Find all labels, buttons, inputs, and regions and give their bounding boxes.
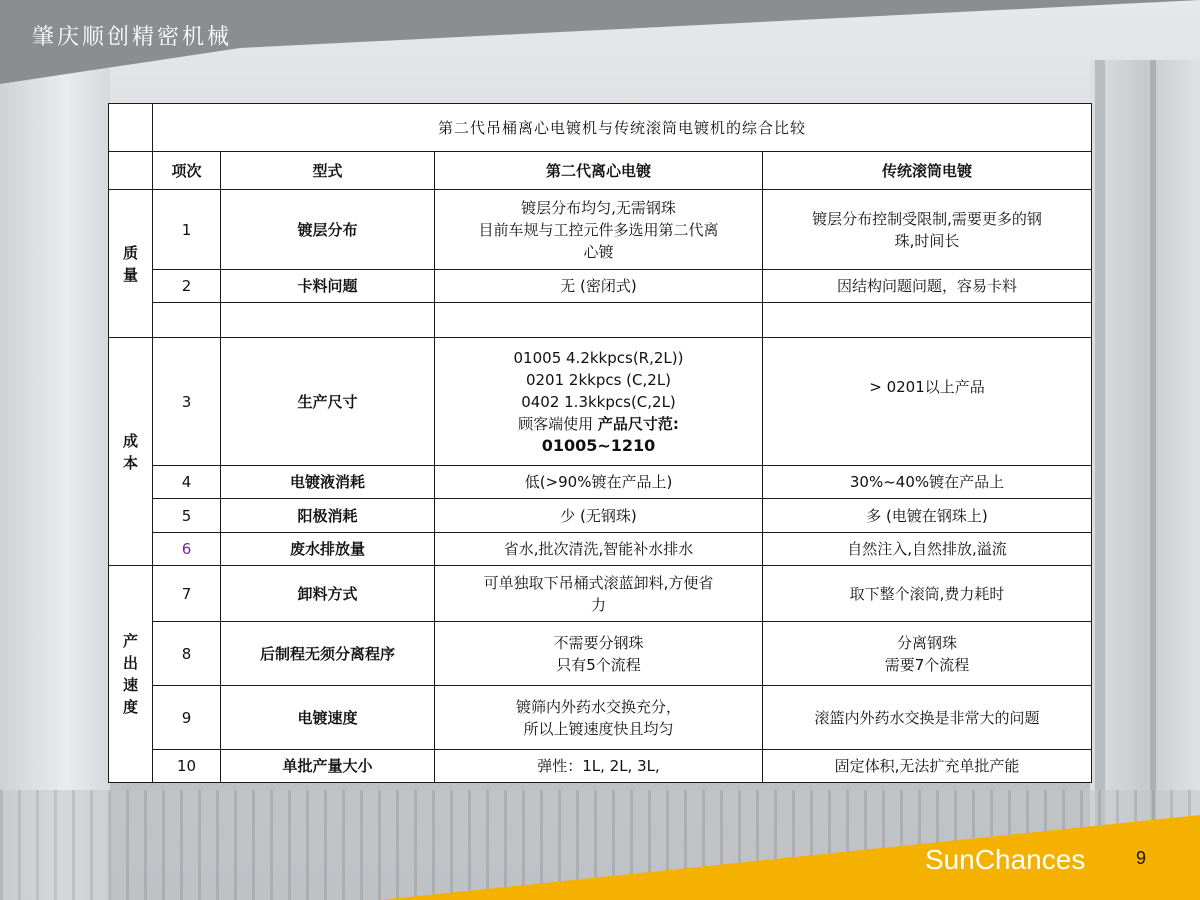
- header-new-gen: 第二代离心电镀: [435, 152, 763, 190]
- traditional-cell: 滚篮内外药水交换是非常大的问题: [763, 686, 1092, 750]
- header-item-no: 项次: [153, 152, 221, 190]
- row-number: 1: [153, 190, 221, 270]
- comparison-table: [108, 103, 1092, 783]
- new-gen-cell: 无 (密闭式): [435, 270, 763, 303]
- empty-cell: [109, 152, 153, 190]
- row-number: 10: [153, 750, 221, 783]
- row-type: 单批产量大小: [221, 750, 435, 783]
- table-row: [109, 499, 1092, 533]
- background-right-column: [1090, 60, 1200, 900]
- row-number: 5: [153, 499, 221, 533]
- row-number: 8: [153, 622, 221, 686]
- row-number: 6: [153, 533, 221, 566]
- table-row: [109, 750, 1092, 783]
- empty-cell: [763, 303, 1092, 338]
- brand-name: SunChances: [925, 844, 1086, 875]
- background-post: [1095, 60, 1105, 900]
- background-left-column: [0, 60, 110, 900]
- table-title: 第二代吊桶离心电镀机与传统滚筒电镀机的综合比较: [153, 104, 1092, 152]
- empty-cell: [435, 303, 763, 338]
- row-type: 后制程无须分离程序: [221, 622, 435, 686]
- new-gen-cell: 低(>90%镀在产品上): [435, 466, 763, 499]
- new-gen-cell: 可单独取下吊桶式滚蓝卸料,方便省 力: [435, 566, 763, 622]
- row-type: 电镀液消耗: [221, 466, 435, 499]
- table-row: [109, 466, 1092, 499]
- row-number: 3: [153, 338, 221, 466]
- traditional-cell: 分离钢珠 需要7个流程: [763, 622, 1092, 686]
- table-row: [109, 270, 1092, 303]
- new-gen-cell: 镀筛内外药水交换充分， 所以上镀速度快且均匀: [435, 686, 763, 750]
- row-type: 卡料问题: [221, 270, 435, 303]
- category-cost: 成 本: [109, 338, 153, 566]
- traditional-cell: > 0201以上产品: [763, 338, 1092, 466]
- new-gen-cell: 省水,批次清洗,智能补水排水: [435, 533, 763, 566]
- page-number: 9: [1136, 848, 1147, 868]
- row-type: 镀层分布: [221, 190, 435, 270]
- category-quality: 质 量: [109, 190, 153, 338]
- row-type: 生产尺寸: [221, 338, 435, 466]
- row-number: 7: [153, 566, 221, 622]
- empty-cell: [153, 303, 221, 338]
- new-gen-cell: 不需要分钢珠 只有5个流程: [435, 622, 763, 686]
- traditional-cell: 固定体积,无法扩充单批产能: [763, 750, 1092, 783]
- row-type: 电镀速度: [221, 686, 435, 750]
- row-type: 阳极消耗: [221, 499, 435, 533]
- table-row: [109, 686, 1092, 750]
- background-post: [1150, 60, 1156, 900]
- new-gen-cell: 01005 4.2kkpcs(R,2L)) 0201 2kkpcs (C,2L) 0402 1.3kkpcs(C,2L) 顾客端使用 产品尺寸范: 01005~1210: [435, 338, 763, 466]
- table-row: [109, 566, 1092, 622]
- row-number: 9: [153, 686, 221, 750]
- traditional-cell: 多 (电镀在钢珠上): [763, 499, 1092, 533]
- new-gen-cell: 少 (无钢珠): [435, 499, 763, 533]
- empty-cell: [221, 303, 435, 338]
- empty-cell: [109, 104, 153, 152]
- table-row: [109, 533, 1092, 566]
- header-traditional: 传统滚筒电镀: [763, 152, 1092, 190]
- header-type: 型式: [221, 152, 435, 190]
- traditional-cell: 镀层分布控制受限制,需要更多的钢 珠,时间长: [763, 190, 1092, 270]
- traditional-cell: 30%~40%镀在产品上: [763, 466, 1092, 499]
- traditional-cell: 自然注入,自然排放,溢流: [763, 533, 1092, 566]
- table-row: [109, 338, 1092, 466]
- row-type: 废水排放量: [221, 533, 435, 566]
- traditional-cell: 因结构问题问题，容易卡料: [763, 270, 1092, 303]
- traditional-cell: 取下整个滚筒,费力耗时: [763, 566, 1092, 622]
- table-row: [109, 190, 1092, 270]
- new-gen-cell: 镀层分布均匀,无需钢珠 目前车规与工控元件多选用第二代离 心镀: [435, 190, 763, 270]
- category-output-speed: 产 出 速 度: [109, 566, 153, 783]
- table-row: [109, 622, 1092, 686]
- row-number: 2: [153, 270, 221, 303]
- new-gen-cell: 弹性：1L, 2L, 3L,: [435, 750, 763, 783]
- row-type: 卸料方式: [221, 566, 435, 622]
- row-number: 4: [153, 466, 221, 499]
- table-row-empty: [109, 303, 1092, 338]
- company-name: 肇庆顺创精密机械: [32, 25, 233, 50]
